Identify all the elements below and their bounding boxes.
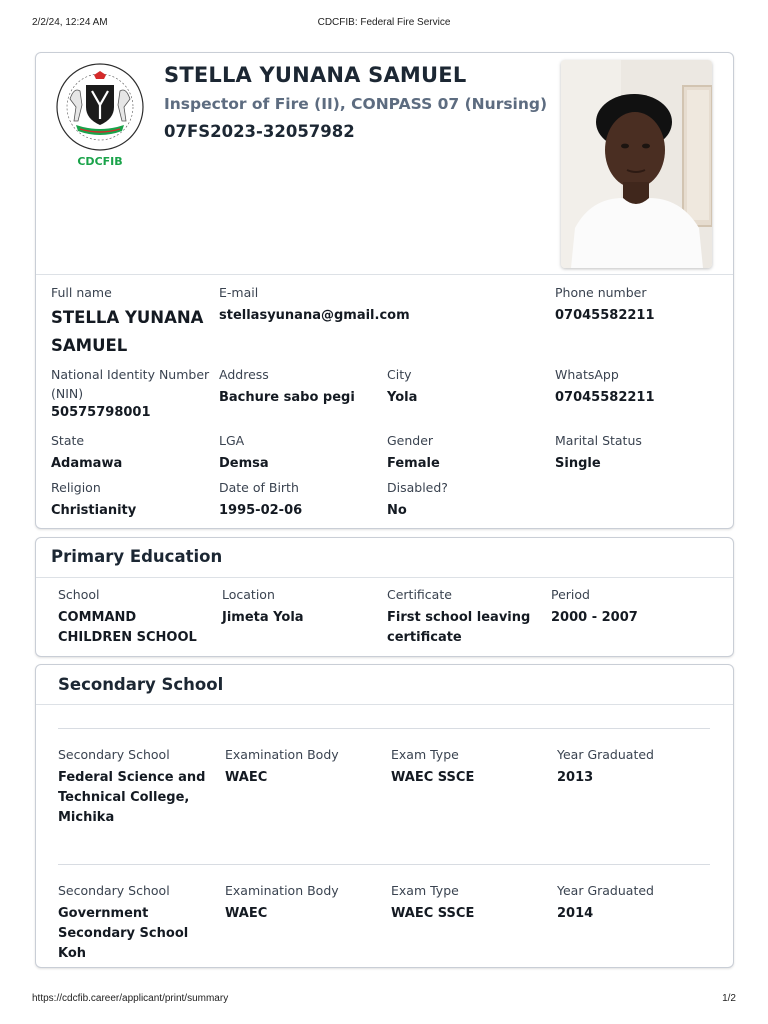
cdcfib-crest-logo <box>50 61 150 173</box>
primary-education-title: Primary Education <box>51 547 223 566</box>
primary-school-field <box>58 585 214 648</box>
secondary-entry-1-exam-type <box>391 745 549 788</box>
full-name-label: Full name <box>51 285 112 300</box>
exam-body-label: Examination Body <box>225 747 339 762</box>
secondary-entry-1-school <box>58 745 216 828</box>
primary-certificate-value: First school leaving certificate <box>387 610 531 645</box>
email-label: E-mail <box>219 285 259 300</box>
disabled-label: Disabled? <box>387 480 448 495</box>
marital-status-field <box>555 431 720 474</box>
year-graduated-value: 2014 <box>557 906 594 921</box>
secondary-entry-2-year <box>557 881 715 924</box>
gender-label: Gender <box>387 433 434 448</box>
exam-type-label: Exam Type <box>391 883 459 898</box>
email-field <box>219 283 539 326</box>
exam-body-label: Examination Body <box>225 883 339 898</box>
primary-location-label: Location <box>222 587 275 602</box>
email-value: stellasyunana@gmail.com <box>219 308 410 323</box>
state-value: Adamawa <box>51 456 123 471</box>
primary-education-card <box>35 537 734 657</box>
primary-education-divider <box>36 577 733 578</box>
secondary-entry-1-year <box>557 745 715 788</box>
secondary-entry-1-exam-body <box>225 745 383 788</box>
secondary-entry-2-exam-body <box>225 881 383 924</box>
cdcfib-logo-text: CDCFIB <box>77 155 123 168</box>
full-name-field <box>51 283 211 360</box>
applicant-name-heading: STELLA YUNANA SAMUEL <box>164 63 467 87</box>
dob-label: Date of Birth <box>219 480 299 495</box>
whatsapp-field <box>555 365 720 408</box>
secondary-school-divider <box>36 704 733 705</box>
religion-field <box>51 478 211 521</box>
phone-value: 07045582211 <box>555 308 655 323</box>
gender-field <box>387 431 547 474</box>
lga-field <box>219 431 379 474</box>
gender-value: Female <box>387 456 440 471</box>
secondary-school-value: Government Secondary School Koh <box>58 906 189 961</box>
primary-period-field <box>551 585 711 628</box>
exam-type-value: WAEC SSCE <box>391 770 475 785</box>
address-label: Address <box>219 367 269 382</box>
print-url: https://cdcfib.career/applicant/print/summary <box>32 993 229 1004</box>
exam-body-value: WAEC <box>225 770 268 785</box>
primary-certificate-field <box>387 585 543 648</box>
year-graduated-label: Year Graduated <box>557 883 654 898</box>
primary-location-value: Jimeta Yola <box>222 610 304 625</box>
nin-field <box>51 365 213 423</box>
secondary-entry-2-exam-type <box>391 881 549 924</box>
lga-value: Demsa <box>219 456 269 471</box>
primary-period-label: Period <box>551 587 590 602</box>
print-footer <box>0 993 768 1009</box>
disabled-value: No <box>387 503 407 518</box>
secondary-school-title: Secondary School <box>58 675 224 694</box>
phone-label: Phone number <box>555 285 647 300</box>
profile-divider <box>36 274 733 275</box>
city-field <box>387 365 547 408</box>
state-field <box>51 431 211 474</box>
secondary-school-card <box>35 664 734 968</box>
religion-value: Christianity <box>51 503 137 518</box>
marital-status-label: Marital Status <box>555 433 642 448</box>
secondary-school-label: Secondary School <box>58 883 170 898</box>
address-field <box>219 365 379 408</box>
year-graduated-value: 2013 <box>557 770 594 785</box>
marital-status-value: Single <box>555 456 601 471</box>
primary-period-value: 2000 - 2007 <box>551 610 638 625</box>
religion-label: Religion <box>51 480 101 495</box>
secondary-school-label: Secondary School <box>58 747 170 762</box>
city-label: City <box>387 367 412 382</box>
full-name-value: STELLA YUNANA SAMUEL <box>51 308 204 355</box>
applicant-profile-card <box>35 52 734 529</box>
disabled-field <box>387 478 547 521</box>
exam-type-value: WAEC SSCE <box>391 906 475 921</box>
print-page-number: 1/2 <box>722 993 736 1004</box>
year-graduated-label: Year Graduated <box>557 747 654 762</box>
whatsapp-value: 07045582211 <box>555 390 655 405</box>
applicant-photo <box>561 60 712 268</box>
primary-certificate-label: Certificate <box>387 587 452 602</box>
address-value: Bachure sabo pegi <box>219 390 355 405</box>
print-header <box>0 17 768 33</box>
secondary-entry-divider <box>58 864 710 865</box>
secondary-school-value: Federal Science and Technical College, Michika <box>58 770 206 825</box>
whatsapp-label: WhatsApp <box>555 367 619 382</box>
dob-value: 1995-02-06 <box>219 503 303 518</box>
application-id: 07FS2023-32057982 <box>164 122 355 141</box>
print-page-title: CDCFIB: Federal Fire Service <box>317 17 451 28</box>
exam-body-value: WAEC <box>225 906 268 921</box>
secondary-entry-2-school <box>58 881 216 964</box>
nin-label: National Identity Number (NIN) <box>51 367 210 401</box>
primary-school-value: COMMAND CHILDREN SCHOOL <box>58 610 197 645</box>
phone-field <box>555 283 720 326</box>
secondary-entry-divider <box>58 728 710 729</box>
print-datetime: 2/2/24, 12:24 AM <box>32 17 108 28</box>
primary-location-field <box>222 585 378 628</box>
dob-field <box>219 478 379 521</box>
lga-label: LGA <box>219 433 245 448</box>
exam-type-label: Exam Type <box>391 747 459 762</box>
state-label: State <box>51 433 85 448</box>
city-value: Yola <box>387 390 418 405</box>
primary-school-label: School <box>58 587 100 602</box>
applicant-rank: Inspector of Fire (II), CONPASS 07 (Nursing) <box>164 95 548 113</box>
nin-value: 50575798001 <box>51 405 151 420</box>
